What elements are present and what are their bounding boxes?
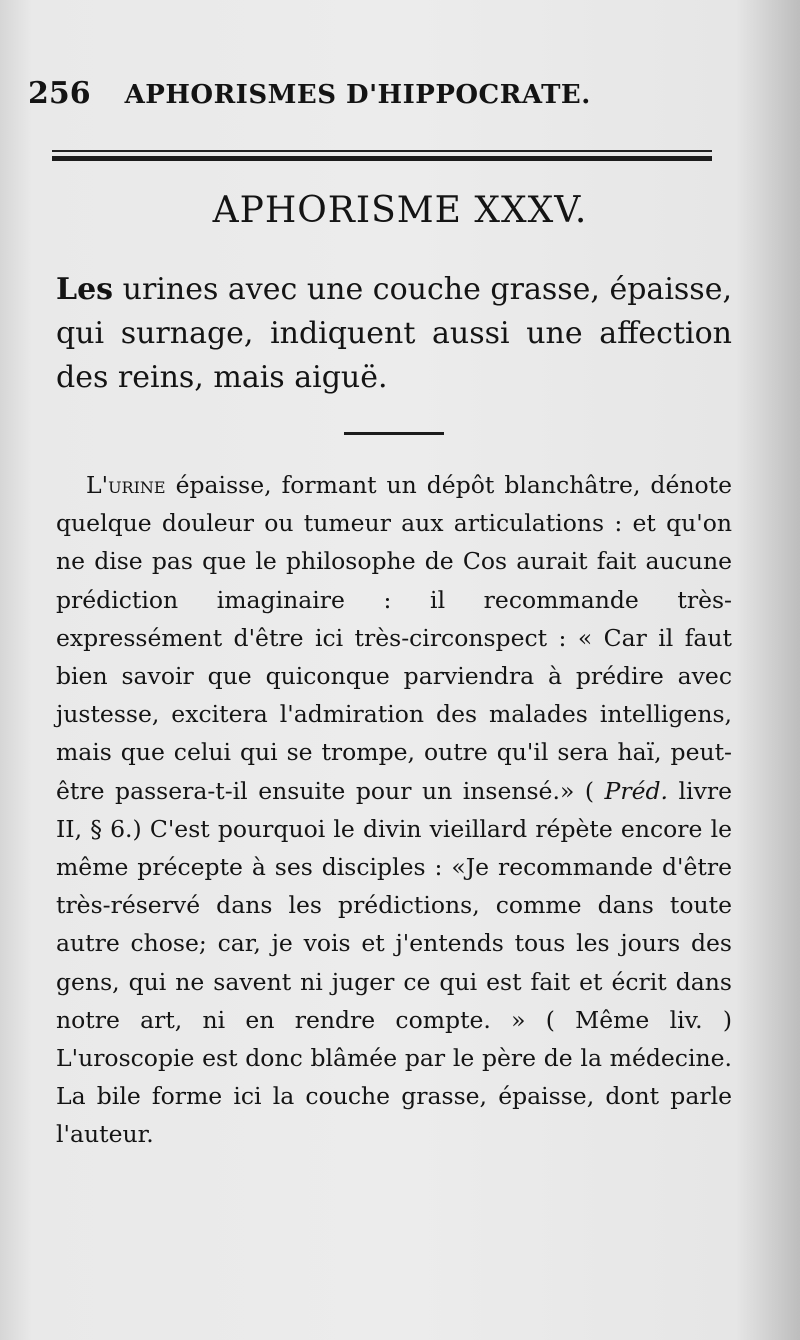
commentary-part-1: épaisse, formant un dépôt blanchâtre, dénote quelque douleur ou tumeur aux articulations : et qu'on ne dise pas que le philosophe de Cos aurait fait aucune prédiction imaginaire : il recommande très-expressément d'être ici très-circonspect : « Car il faut bien savoir que quiconque parviendra à prédire avec justesse, excitera l'admiration des malades intelligens, mais que celui qui se trompe, outre qu'il sera haï, peut-être passera-t-il ensuite pour un insensé.» (: [56, 471, 732, 805]
header-rule-thick: [52, 156, 712, 161]
commentary-lead-word: L'urine: [86, 471, 166, 499]
aphorism-body: urines avec une couche grasse, épaisse, qui surnage, indiquent aussi une affection des reins, mais aiguë.: [56, 272, 732, 395]
aphorism-text: [56, 268, 732, 400]
aphorism-title: APHORISME XXXV.: [212, 190, 588, 231]
commentary-part-2: livre II, § 6.) C'est pourquoi le divin vieillard répète encore le même précepte à ses disciples : «Je recommande d'être très-réservé dans les prédictions, comme dans toute autre chose; car, je vois et j'entends tous les jours des gens, qui ne savent ni juger ce qui est fait et écrit dans notre art, ni en rendre compte. » ( Même liv. ) L'uroscopie est donc blâmée par le père de la médecine. La bile forme ici la couche grasse, épaisse, dont parle l'auteur.: [56, 776, 732, 1149]
commentary-paragraph: [56, 466, 732, 1154]
running-title: APHORISMES D'HIPPOCRATE.: [124, 80, 591, 110]
aphorism-lead-word: Les: [56, 272, 114, 307]
citation-pred: Préd.: [604, 776, 669, 805]
header-rule-thin: [52, 150, 712, 152]
page-number: 256: [28, 76, 91, 111]
running-head: [28, 76, 668, 116]
section-separator: [344, 432, 444, 435]
